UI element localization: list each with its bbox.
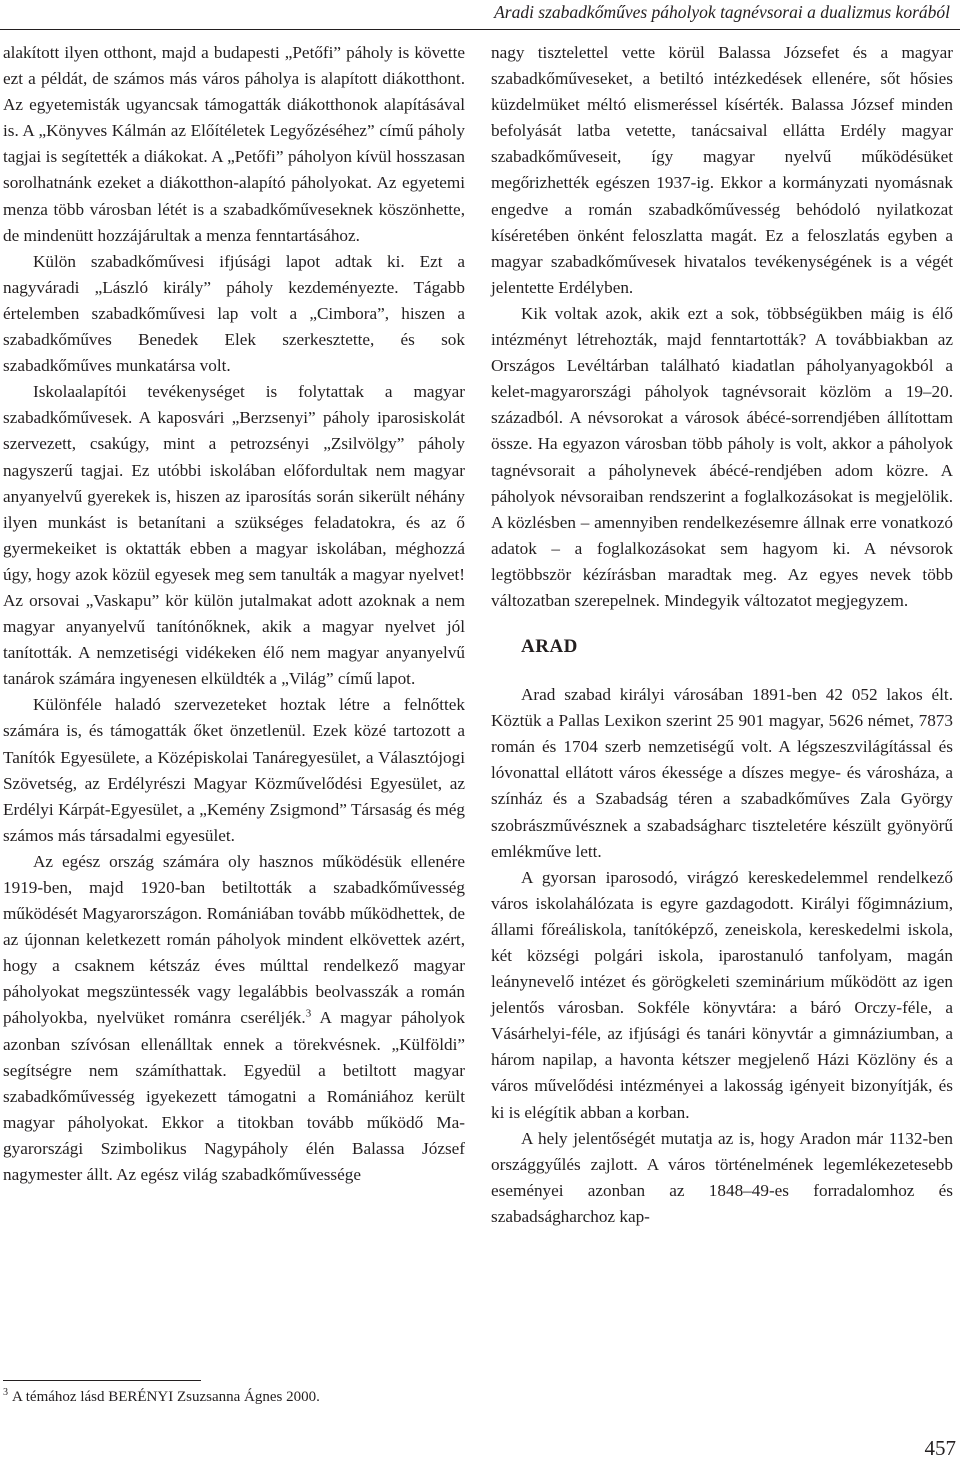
paragraph: Iskolaalapítói tevékenységet is folytattak a magyar szabadkőművesek. A kaposvári „Berzsenyi” páholy iparosiskolát szervezett, csakúgy, mint a petrozsényi „Zsilvölgy” páholy nagyszerű tagjai. Ez utóbbi iskolában előfordultak nem magyar anyanyelvű gyerekek is, hiszen az iparosítás során sikerült néhány ilyen munkást is betanítani a szükséges feladatokra, és az ő gyermekeiket is oktatták ebben a magyar iskolában, méghozzá úgy, hogy azok közül egyesek meg sem tanulták a magyar nyelvet! Az orsovai „Vaskapu” kör külön jutalmakat adott azoknak a nem magyar anyanyelvű tanítónőknek, akik a magyar nyelvet jól tanították. A nemzetiségi vidékeken élő nem magyar anyanyelvű tanárok számára ingyenesen elküldték a „Világ” című lapot.: [3, 382, 465, 689]
footnote-text: A témához lásd BERÉNYI Zsuzsanna Ágnes 2000.: [12, 1389, 320, 1405]
paragraph: Külön szabadkőművesi ifjúsági lapot adtak ki. Ezt a nagyváradi „László király” páholy kezdeményezte. Tágabb értelemben szabadkőművesi lap volt a „Cimbora”, hiszen a szabadkőműves Benedek Elek szerkesztette, és sok szabadkőműves munkatársa volt.: [3, 251, 465, 376]
running-header: Aradi szabadkőműves páholyok tagnévsorai a dualizmus korából: [494, 2, 950, 22]
paragraph-text: A magyar páholyok azonban szívósan ellenálltak ennek a törekvésnek. „Külföldi” segítségre nem számíthattak. Egyedül a betiltott magyar szabadkőművesség igyekezett támogatni a Romániához került magyar páholyokat. Ekkor a titokban tovább működő Magyarországi Szimbolikus Nagypáholy élén Balassa József nagymester állt. Az egész világ szabadkőművessége: [3, 1008, 465, 1185]
paragraph: A gyorsan iparosodó, virágzó kereskedelemmel rendelkező város iskolahálózata is egyre gazdagodott. Királyi főgimnázium, állami főreáliskola, tanítóképző, zeneiskola, kereskedelmi iskola, két községi polgári iskola, iparostanuló tanfolyam, magán leánynevelő intézet és görögkeleti szeminárium működött az igen jelentős városban. Sokféle könyvtára: a báró Orczy-féle, a Vásárhelyi-féle, az ifjúsági és tanári könyvtár a gimnáziumban, a három napilap, a havonta kétszer megjelenő Házi Közlöny és a város művelődési intézményei a lakosság igényeit bizonyítják, és ki is elégítik abban a korban.: [491, 867, 953, 1122]
paragraph: [3, 849, 465, 1188]
paragraph: alakított ilyen otthont, majd a budapesti „Petőfi” páholy is követte ezt a példát, de számos más város páholya is alapított diákotthont. Az egyetemisták ugyancsak támogatták diákotthonok alapításával is. A „Könyves Kálmán az Előítéletek Legyőzéséhez” című páholy tagjai is segítették a diákokat. A „Petőfi” páholyon kívül hosszasan sorolhatnánk ezeket a diákotthon-alapító páholyokat. Az egyetemi menza több városban létét is a szabadkőműveseknek köszönhette, de mindenütt hozzájárultak a menza fenntartásához.: [3, 43, 465, 245]
header-rule: [0, 29, 960, 30]
page-number: 457: [924, 1436, 956, 1460]
paragraph: Arad szabad királyi városában 1891-ben 42 052 lakos élt. Köztük a Pallas Lexikon szerint 25 901 magyar, 5626 német, 7873 román és 1704 szerb nemzetiségű volt. A légszeszvilágítással és lóvonattal ellátott város ékessége a díszes megye- és városháza, a színház és a Szabadság téren a szabadkőműves Zala György szobrászművésznek a szabadságharc tiszteletére készült gyönyörű emlékműve lett.: [491, 685, 953, 861]
footnote: [3, 1387, 463, 1407]
footnote-number: 3: [3, 1387, 8, 1398]
right-column: [491, 40, 953, 1230]
paragraph: Különféle haladó szervezeteket hoztak létre a felnőttek számára is, és támogatták őket önzetlenül. Ezek közé tartozott a Tanítók Egyesülete, a Középiskolai Tanáregyesület, a Választójogi Szövetség, az Erdélyrészi Magyar Közművelődési Egyesület, az Erdélyi Kárpát-Egyesület, a „Kemény Zsigmond” Társaság és még számos más társadalmi egyesület.: [3, 695, 465, 845]
paragraph: nagy tisztelettel vette körül Balassa Józsefet és a magyar szabadkőműveseket, a betiltó intézkedések ellenére, sőt hősies küzdelmüket méltó elismeréssel kísérték. Balassa József minden befolyását latba vetette, tanácsaival ellátta Erdély magyar szabadkőműveseit, így magyar nyelvű működésüket megőrizhették egészen 1937-ig. Ekkor a kormányzati nyomásnak engedve a román szabadkőművesség behódoló nyilatkozat kíséretében önként feloszlatta magát. Ez a feloszlatás egyben a magyar szabadkőművesek hivatalos tevékenységének is a végét jelentette Erdélyben.: [491, 43, 953, 297]
paragraph: Kik voltak azok, akik ezt a sok, többségükben máig is élő intézményt létrehozták, majd fenntartották? A továbbiakban az Országos Levéltárban található kiadatlan páholyanyagokból a kelet-magyarországi páholyok tagnévsorait közlöm a 19–20. századból. A névsorokat a városok ábécé-sorrendjében állítottam össze. Ha egyazon városban több páholy is volt, akkor a páholyok tagnévsorait a páholynevek ábécé-rendjében adom közre. A páholyok névsoraiban rendszerint a foglalkozásokat is megjelölik. A közlésben – amennyiben rendelkezésemre állnak erre vonatkozó adatok – a foglalkozásokat sem hagyom ki. A névsorok legtöbbször kézírásban maradtak meg. Az egyes nevek több változatban szerepelnek. Mindegyik változatot megjegyzem.: [491, 303, 953, 610]
left-column: [3, 40, 465, 1188]
section-heading: ARAD: [521, 636, 578, 658]
paragraph-text: Az egész ország számára oly hasznos működésük ellenére 1919-ben, majd 1920-ban betiltották a szabadkőművesség működését Magyarországon. Romániában tovább működhettek, de az újonnan keletkezett román páholyok mindent elkövettek azért, hogy a csaknem kétszáz éves múlttal rendelkező magyar páholyokat megszüntessék vagy legalábbis beolvasszák a román páholyokba, nyelvüket románra cseréljék.: [3, 851, 465, 1028]
footnote-reference[interactable]: 3: [305, 1007, 312, 1020]
paragraph: A hely jelentőségét mutatja az is, hogy Aradon már 1132-ben országgyűlés zajlott. A város történelmének legemlékezetesebb eseményei azonban az 1848–49-es forradalomhoz és szabadságharchoz kap-: [491, 1128, 953, 1226]
footnote-rule: [3, 1380, 201, 1381]
